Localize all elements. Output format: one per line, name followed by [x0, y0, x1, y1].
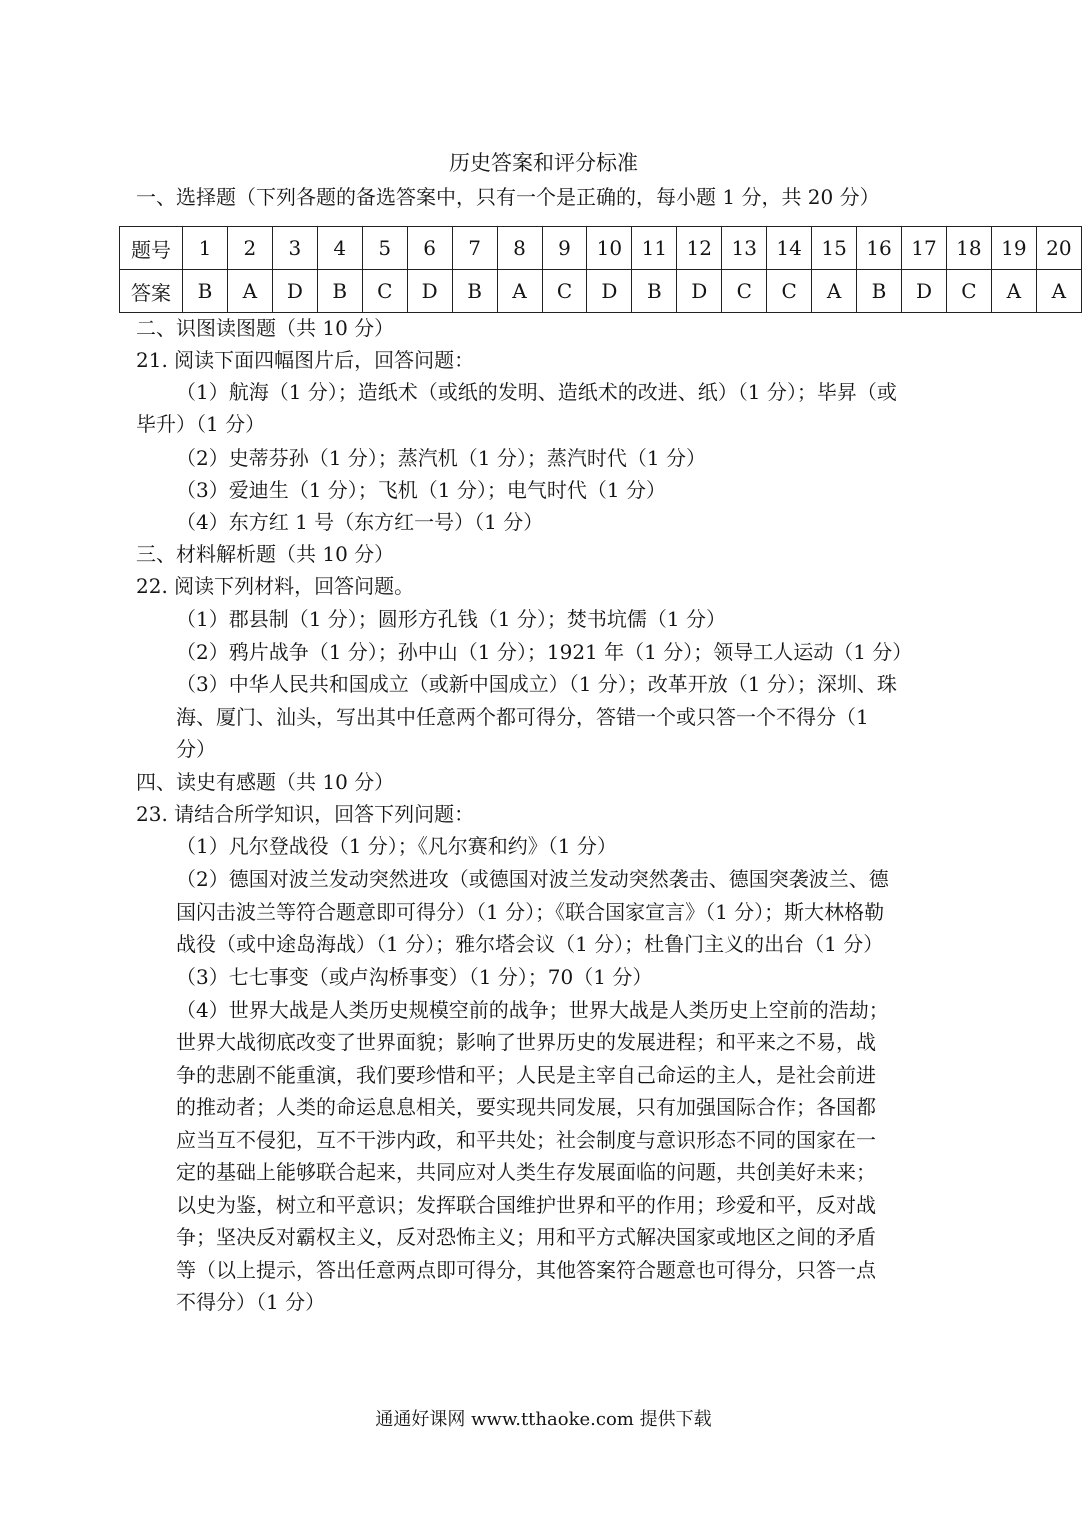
q23-answer-4-line: 的推动者；人类的命运息息相关，要实现共同发展，只有加强国际合作；各国都 [176, 1095, 876, 1119]
answer-cell: B [857, 270, 902, 313]
question-number: 15 [812, 227, 857, 270]
q23-answer-4-line: 争；坚决反对霸权主义，反对恐怖主义；用和平方式解决国家或地区之间的矛盾 [176, 1225, 876, 1249]
answer-table [119, 226, 1082, 313]
q23-answer-4-line: 等（以上提示，答出任意两点即可得分，其他答案符合题意也可得分，只答一点 [176, 1258, 876, 1282]
q23-answer-2-cont2: 战役（或中途岛海战）（1 分）；雅尔塔会议（1 分）；杜鲁门主义的出台（1 分） [176, 932, 884, 956]
q21-answer-4: （4）东方红 1 号（东方红一号）（1 分） [176, 510, 544, 534]
q23-answer-4-end: 不得分）（1 分） [176, 1290, 326, 1314]
answer-cell: A [812, 270, 857, 313]
answer-cell: A [227, 270, 272, 313]
q23-answer-4-line: 定的基础上能够联合起来，共同应对人类生存发展面临的问题，共创美好未来； [176, 1160, 876, 1184]
question-number: 6 [407, 227, 452, 270]
answer-cell: C [722, 270, 767, 313]
question-number: 13 [722, 227, 767, 270]
question-number: 10 [587, 227, 632, 270]
q22-answer-1: （1）郡县制（1 分）；圆形方孔钱（1 分）；焚书坑儒（1 分） [176, 607, 726, 631]
answer-cell: B [183, 270, 228, 313]
answer-cell: D [677, 270, 722, 313]
q23-answer-3: （3）七七事变（或卢沟桥事变）（1 分）；70（1 分） [176, 965, 653, 989]
question-number: 4 [317, 227, 362, 270]
answer-cell: C [946, 270, 991, 313]
q23-answer-2: （2）德国对波兰发动突然进攻（或德国对波兰发动突然袭击、德国突袭波兰、德 [176, 867, 889, 891]
answer-cell: A [1036, 270, 1081, 313]
answer-cell: B [452, 270, 497, 313]
answer-cell: C [542, 270, 587, 313]
question-number: 19 [991, 227, 1036, 270]
question-22: 22. 阅读下列材料，回答问题。 [136, 574, 415, 598]
q21-answer-3: （3）爱迪生（1 分）；飞机（1 分）；电气时代（1 分） [176, 478, 666, 502]
answer-cell: C [767, 270, 812, 313]
q23-answer-1: （1）凡尔登战役（1 分）；《凡尔赛和约》（1 分） [176, 834, 617, 858]
question-number: 1 [183, 227, 228, 270]
answer-cell: D [587, 270, 632, 313]
q23-answer-4-line: 以史为鉴，树立和平意识；发挥联合国维护世界和平的作用；珍爱和平，反对战 [176, 1193, 876, 1217]
q22-answer-3-end: 分） [176, 737, 216, 761]
question-23: 23. 请结合所学知识，回答下列问题： [136, 802, 475, 826]
question-number: 3 [272, 227, 317, 270]
answer-header: 答案 [120, 270, 183, 313]
q22-answer-3: （3）中华人民共和国成立（或新中国成立）（1 分）；改革开放（1 分）；深圳、珠 [176, 672, 897, 696]
q21-answer-1: （1）航海（1 分）；造纸术（或纸的发明、造纸术的改进、纸）（1 分）；毕昇（或 [176, 380, 897, 404]
q21-answer-1-cont: 毕升）（1 分） [136, 412, 266, 436]
question-number-row [120, 227, 1082, 270]
q22-answer-3-cont: 海、厦门、汕头，写出其中任意两个都可得分，答错一个或只答一个不得分（1 [176, 705, 869, 729]
question-number: 2 [227, 227, 272, 270]
q23-answer-4-line: 争的悲剧不能重演，我们要珍惜和平；人民是主宰自己命运的主人，是社会前进 [176, 1063, 876, 1087]
answer-cell: B [632, 270, 677, 313]
question-number: 5 [362, 227, 407, 270]
section3-heading: 三、材料解析题（共 10 分） [136, 542, 395, 566]
question-number: 8 [497, 227, 542, 270]
answer-cell: A [497, 270, 542, 313]
question-number: 14 [767, 227, 812, 270]
question-number: 9 [542, 227, 587, 270]
section1-heading: 一、选择题（下列各题的备选答案中，只有一个是正确的，每小题 1 分，共 20 分） [136, 185, 880, 209]
answer-row [120, 270, 1082, 313]
question-number: 18 [946, 227, 991, 270]
section4-heading: 四、读史有感题（共 10 分） [136, 770, 395, 794]
question-number: 12 [677, 227, 722, 270]
question-number: 7 [452, 227, 497, 270]
answer-cell: D [407, 270, 452, 313]
question-number: 11 [632, 227, 677, 270]
question-number: 20 [1036, 227, 1081, 270]
q23-answer-4-line: 应当互不侵犯，互不干涉内政，和平共处；社会制度与意识形态不同的国家在一 [176, 1128, 876, 1152]
answer-cell: C [362, 270, 407, 313]
answer-cell: B [317, 270, 362, 313]
answer-cell: A [991, 270, 1036, 313]
question-number: 17 [902, 227, 947, 270]
page-title: 历史答案和评分标准 [449, 151, 638, 175]
question-number: 16 [857, 227, 902, 270]
answer-cell: D [272, 270, 317, 313]
q23-answer-4-line: 世界大战彻底改变了世界面貌；影响了世界历史的发展进程；和平来之不易，战 [176, 1030, 876, 1054]
q21-answer-2: （2）史蒂芬孙（1 分）；蒸汽机（1 分）；蒸汽时代（1 分） [176, 446, 706, 470]
q23-answer-2-cont1: 国闪击波兰等符合题意即可得分）（1 分）；《联合国家宣言》（1 分）；斯大林格勒 [176, 900, 885, 924]
q23-answer-4: （4）世界大战是人类历史规模空前的战争；世界大战是人类历史上空前的浩劫； [176, 998, 889, 1022]
question-21: 21. 阅读下面四幅图片后，回答问题： [136, 348, 475, 372]
answer-cell: D [902, 270, 947, 313]
footer-credit: 通通好课网 www.tthaoke.com 提供下载 [375, 1409, 712, 1430]
q22-answer-2: （2）鸦片战争（1 分）；孙中山（1 分）；1921 年（1 分）；领导工人运动（1 分） [176, 640, 913, 664]
question-number-header: 题号 [120, 227, 183, 270]
section2-heading: 二、识图读图题（共 10 分） [136, 316, 395, 340]
